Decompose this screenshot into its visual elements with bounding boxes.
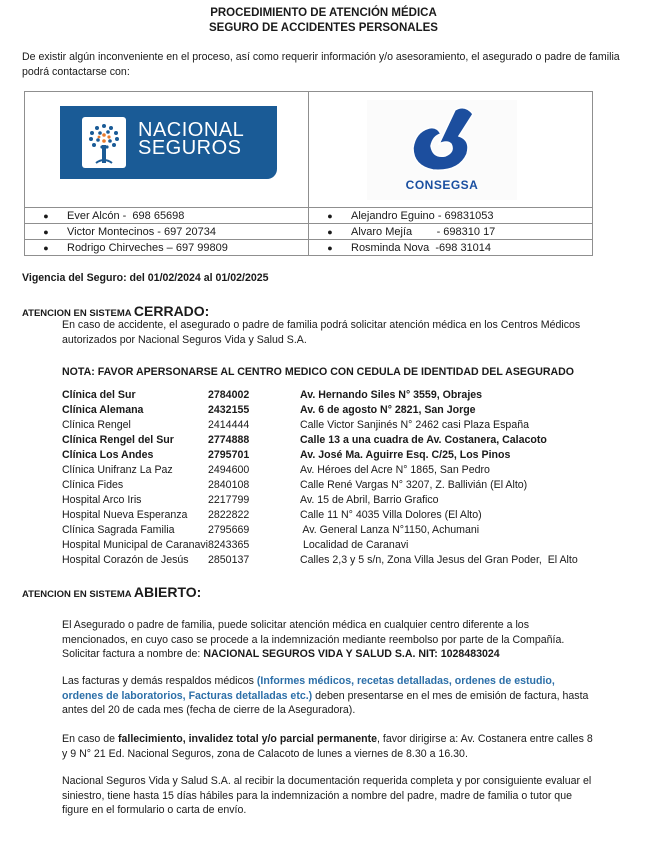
- clinic-name: Clínica del Sur: [62, 389, 136, 401]
- clinic-phone: 2795669: [208, 524, 250, 536]
- contacts-table: [24, 91, 593, 256]
- paragraph-text: , favor dirigirse a: Av. Costanera entre calles 8 y 9 N° 21 Ed. Nacional Seguros, zona de Calacoto de lunes a viernes de 8.30 a 16.30.: [62, 733, 593, 760]
- clinic-row: [62, 433, 578, 448]
- nacional-logo-line2: SEGUROS: [138, 137, 242, 159]
- consegsa-emblem-icon: [367, 100, 517, 180]
- clinic-address: Calle 11 N° 4035 Villa Dolores (El Alto): [300, 509, 482, 521]
- clinic-phone: 2784002: [208, 389, 250, 401]
- section-prefix: ATENCION EN SISTEMA: [22, 589, 134, 600]
- company-nit: NACIONAL SEGUROS VIDA Y SALUD S.A. NIT: 1028483024: [203, 648, 500, 660]
- contact-row: [25, 240, 309, 256]
- intro-paragraph: De existir algún inconveniente en el proceso, así como requerir información y/o asesoramiento, el asegurado o padre de familia podrá contactarse con:: [22, 51, 620, 78]
- abierto-paragraph-4: Nacional Seguros Vida y Salud S.A. al recibir la documentación requerida completa y por consiguiente evaluar el siniestro, tiene hasta 15 días hábiles para la indemnización a nombre del padre, madre de familia o tutor que figure en el formulario o carta de envío.: [62, 775, 592, 816]
- clinic-row: [62, 448, 578, 463]
- clinic-row: [62, 553, 578, 568]
- clinic-phone: 2840108: [208, 479, 250, 491]
- cerrado-note: NOTA: FAVOR APERSONARSE AL CENTRO MEDICO CON CEDULA DE IDENTIDAD DEL ASEGURADO: [62, 366, 575, 378]
- abierto-paragraph-2: [62, 674, 597, 718]
- consegsa-logo-text: CONSEGSA: [405, 178, 479, 192]
- claim-types: fallecimiento, invalidez total y/o parcial permanente: [117, 733, 377, 745]
- clinic-address: Calles 2,3 y 5 s/n, Zona Villa Jesus del Gran Poder, El Alto: [300, 554, 578, 566]
- clinic-phone: 2822822: [208, 509, 250, 521]
- tree-icon: [82, 117, 126, 168]
- clinic-address: Av. José Ma. Aguirre Esq. C/25, Los Pinos: [300, 449, 511, 461]
- bullet-icon: ●: [43, 242, 49, 253]
- paragraph-text: En caso de: [62, 733, 118, 745]
- clinic-name: Clínica Alemana: [62, 404, 144, 416]
- contact-row: [25, 224, 309, 240]
- contact-row: [309, 240, 593, 256]
- consegsa-logo: [367, 100, 517, 200]
- section-heading-cerrado: [22, 303, 209, 319]
- clinic-name: Clínica Rengel: [62, 419, 131, 431]
- clinic-name: Clínica Los Andes: [62, 449, 154, 461]
- abierto-paragraph-1: [62, 618, 597, 662]
- clinic-phone: 8243365: [208, 539, 250, 551]
- contact-name-phone: Rodrigo Chirveches – 697 99809: [67, 241, 228, 254]
- bullet-icon: ●: [327, 210, 333, 221]
- clinic-name: Clínica Fides: [62, 479, 124, 491]
- nacional-seguros-logo: [60, 106, 277, 179]
- section-title: CERRADO:: [133, 303, 210, 319]
- clinic-row: [62, 403, 578, 418]
- paragraph-text: El Asegurado o padre de familia, puede solicitar atención médica en cualquier centro diferente a los mencionados, en cuyo caso se procede a la indemnización mediante reembolso por parte de la Compañía. Solicitar factura a nombre de:: [62, 619, 565, 660]
- contact-name-phone: Alvaro Mejía - 698310 17: [351, 225, 496, 238]
- consegsa-logo-cell: [309, 92, 593, 208]
- clinic-name: Clínica Rengel del Sur: [62, 434, 174, 446]
- clinic-address: Calle Victor Sanjinés N° 2462 casi Plaza España: [300, 419, 529, 431]
- clinic-address: Calle René Vargas N° 3207, Z. Ballivián (El Alto): [300, 479, 528, 491]
- clinic-row: [62, 418, 578, 433]
- bullet-icon: ●: [327, 226, 333, 237]
- section-title: ABIERTO:: [133, 584, 202, 600]
- section-heading-abierto: [22, 584, 201, 600]
- required-documents: (Informes médicos, recetas detalladas, ordenes de estudio, ordenes de laboratorios, Facturas detalladas etc.): [62, 675, 555, 702]
- clinic-row: [62, 523, 578, 538]
- clinic-phone: 2774888: [208, 434, 250, 446]
- paragraph-text: Las facturas y demás respaldos médicos: [62, 675, 257, 687]
- bullet-icon: ●: [43, 226, 49, 237]
- contact-row: [309, 224, 593, 240]
- clinic-name: Clínica Sagrada Familia: [62, 524, 175, 536]
- clinic-name: Hospital Arco Iris: [62, 494, 142, 506]
- contact-row: [25, 208, 309, 224]
- clinic-list: [62, 388, 578, 568]
- clinic-phone: 2494600: [208, 464, 250, 476]
- clinic-address: Av. Héroes del Acre N° 1865, San Pedro: [300, 464, 490, 476]
- clinic-address: Av. 15 de Abril, Barrio Grafico: [300, 494, 439, 506]
- bullet-icon: ●: [327, 242, 333, 253]
- bullet-icon: ●: [43, 210, 49, 221]
- clinic-name: Hospital Municipal de Caranavi: [62, 539, 209, 551]
- clinic-address: Calle 13 a una cuadra de Av. Costanera, Calacoto: [300, 434, 547, 446]
- cerrado-description: En caso de accidente, el asegurado o padre de familia podrá solicitar atención médica en los Centros Médicos autorizados por Nacional Seguros Vida y Salud S.A.: [62, 319, 581, 346]
- contact-name-phone: Ever Alcón - 698 65698: [67, 209, 185, 222]
- clinic-phone: 2217799: [208, 494, 250, 506]
- clinic-phone: 2432155: [208, 404, 250, 416]
- paragraph-text: deben presentarse en el mes de emisión de factura, hasta antes del 20 de cada mes (fecha de cierre de la Aseguradora).: [62, 689, 589, 716]
- contact-name-phone: Alejandro Eguino - 69831053: [351, 209, 494, 222]
- nacional-logo-line1: NACIONAL: [138, 119, 245, 141]
- insurance-validity: Vigencia del Seguro: del 01/02/2024 al 01/02/2025: [22, 272, 269, 284]
- clinic-row: [62, 493, 578, 508]
- clinic-row: [62, 463, 578, 478]
- clinic-row: [62, 508, 578, 523]
- clinic-address: Av. 6 de agosto N° 2821, San Jorge: [300, 404, 476, 416]
- clinic-row: [62, 538, 578, 553]
- contact-name-phone: Rosminda Nova -698 31014: [351, 241, 492, 254]
- clinic-address: Av. General Lanza N°1150, Achumani: [300, 524, 480, 536]
- document-title: PROCEDIMIENTO DE ATENCIÓN MÉDICA: [210, 7, 437, 19]
- clinic-name: Hospital Corazón de Jesús: [62, 554, 189, 566]
- clinic-row: [62, 388, 578, 403]
- document-subtitle: SEGURO DE ACCIDENTES PERSONALES: [209, 22, 438, 34]
- nacional-seguros-logo-cell: [25, 92, 309, 208]
- contact-row: [309, 208, 593, 224]
- clinic-row: [62, 478, 578, 493]
- clinic-address: Av. Hernando Siles N° 3559, Obrajes: [300, 389, 483, 401]
- clinic-phone: 2795701: [208, 449, 250, 461]
- contact-name-phone: Victor Montecinos - 697 20734: [67, 225, 216, 238]
- clinic-phone: 2850137: [208, 554, 250, 566]
- clinic-name: Hospital Nueva Esperanza: [62, 509, 188, 521]
- clinic-address: Localidad de Caranavi: [300, 539, 409, 551]
- clinic-name: Clínica Unifranz La Paz: [62, 464, 173, 476]
- clinic-phone: 2414444: [208, 419, 250, 431]
- section-prefix: ATENCION EN SISTEMA: [22, 308, 134, 319]
- abierto-paragraph-3: [62, 732, 597, 761]
